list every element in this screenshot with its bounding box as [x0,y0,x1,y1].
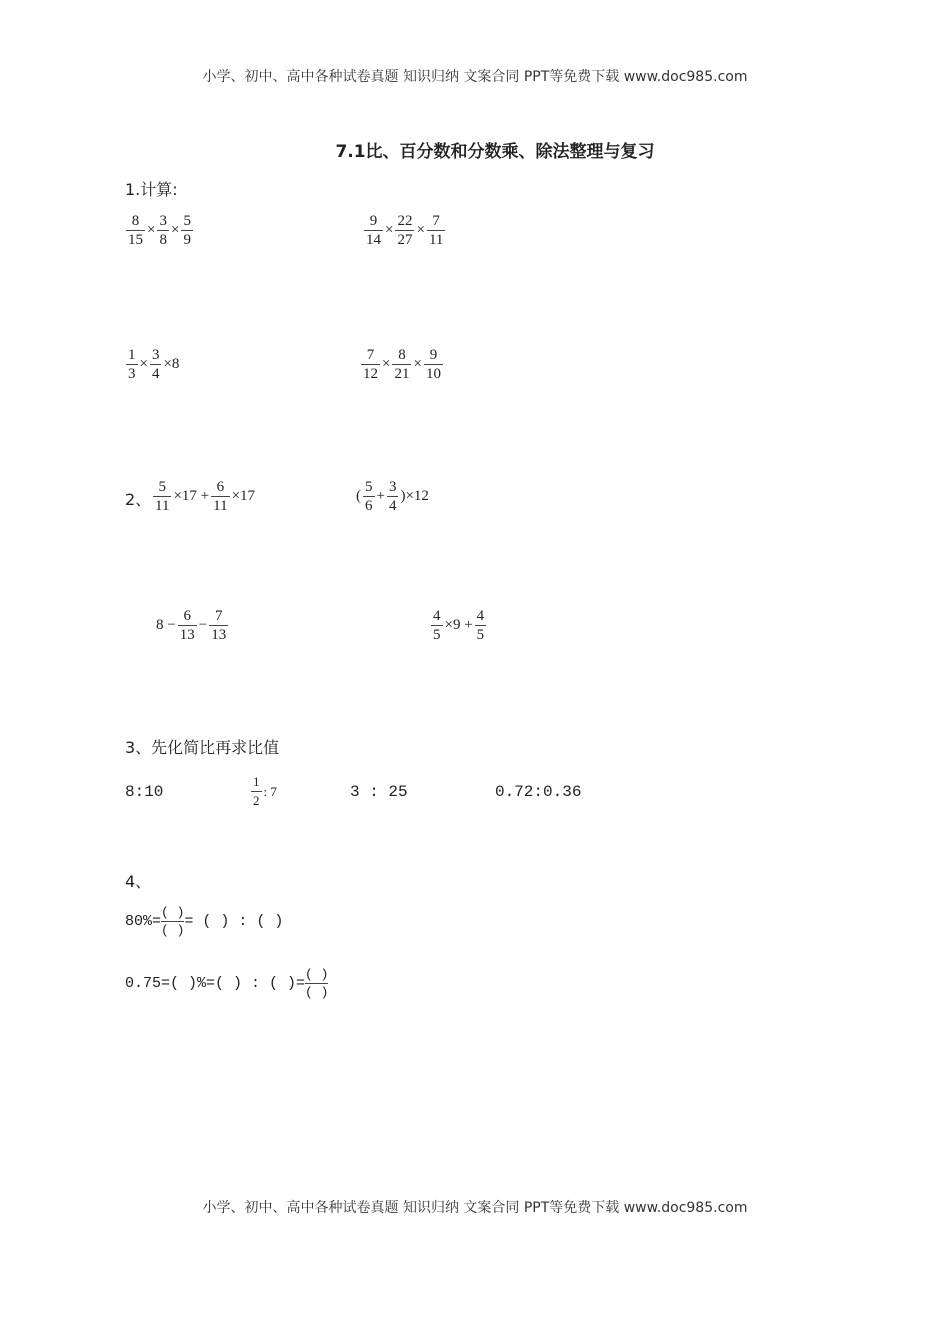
ratio-3: 3 : 25 [350,783,408,801]
blank-fraction: ( ) ( ) [305,967,329,1000]
q3-label: 3、先化简比再求比值 [125,738,280,757]
q2-expr-3: 8 − $\frac{6}{13}$ − $\frac{7}{13}$ [156,608,227,643]
q1-expr-3: $\frac{1}{3}$ × $\frac{3}{4}$ ×8 [128,347,180,382]
fraction: $\frac{7}{11}$ [428,213,444,248]
page-header: 小学、初中、高中各种试卷真题 知识归纳 文案合同 PPT等免费下载 www.doc985.com [202,69,748,85]
ratio-2: $\frac{1}{2}$ : 7 [253,774,277,808]
q4-line-2: 0.75=( )%=( ) : ( )= ( ) ( ) [125,967,329,1000]
fraction: $\frac{8}{21}$ [394,347,410,382]
fraction: $\frac{1}{3}$ [128,347,136,382]
fraction: $\frac{9}{10}$ [425,347,441,382]
fraction: $\frac{3}{4}$ [151,347,160,382]
ratio-1: 8:10 [125,783,164,801]
q1-expr-2: $\frac{9}{14}$ × $\frac{22}{27}$ × $\frac{7}{11}$ [366,213,444,248]
fraction: $\frac{6}{11}$ [213,479,228,514]
q4-line-1: 80%= ( ) ( ) = ( ) : ( ) [125,905,284,938]
q4-label: 4、 [125,872,152,891]
q2-expr-1: $\frac{5}{11}$ ×17 + $\frac{6}{11}$ ×17 [155,479,256,514]
fraction: $\frac{6}{13}$ [179,608,195,643]
fraction: $\frac{5}{6}$ [365,479,373,514]
q1-expr-4: $\frac{7}{12}$ × $\frac{8}{21}$ × $\frac{9}{10}$ [363,347,441,382]
fraction: $\frac{3}{8}$ [159,213,167,248]
page-title: 7.1比、百分数和分数乘、除法整理与复习 [335,142,655,162]
fraction: $\frac{22}{27}$ [397,213,413,248]
fraction: $\frac{4}{5}$ [433,608,441,643]
q2-expr-2: ( $\frac{5}{6}$ + $\frac{3}{4}$ )×12 [356,479,429,514]
fraction: $\frac{9}{14}$ [366,213,381,248]
q2-label: 2、 [125,490,152,509]
fraction: $\frac{8}{15}$ [128,213,143,248]
ratio-4: 0.72:0.36 [495,783,582,801]
q2-expr-4: $\frac{4}{5}$ ×9 + $\frac{4}{5}$ [433,608,485,643]
fraction: $\frac{4}{5}$ [476,608,485,643]
fraction: $\frac{7}{12}$ [363,347,378,382]
blank-fraction: ( ) ( ) [161,905,185,938]
q1-expr-1: $\frac{8}{15}$ × $\frac{3}{8}$ × $\frac{5}{9}$ [128,213,191,248]
fraction: $\frac{1}{2}$ [253,774,260,808]
page-footer: 小学、初中、高中各种试卷真题 知识归纳 文案合同 PPT等免费下载 www.doc985.com [202,1200,748,1216]
fraction: $\frac{5}{9}$ [183,213,191,248]
fraction: $\frac{3}{4}$ [388,479,397,514]
q1-label: 1.计算: [125,180,178,199]
fraction: $\frac{5}{11}$ [155,479,170,514]
fraction: $\frac{7}{13}$ [211,608,227,643]
